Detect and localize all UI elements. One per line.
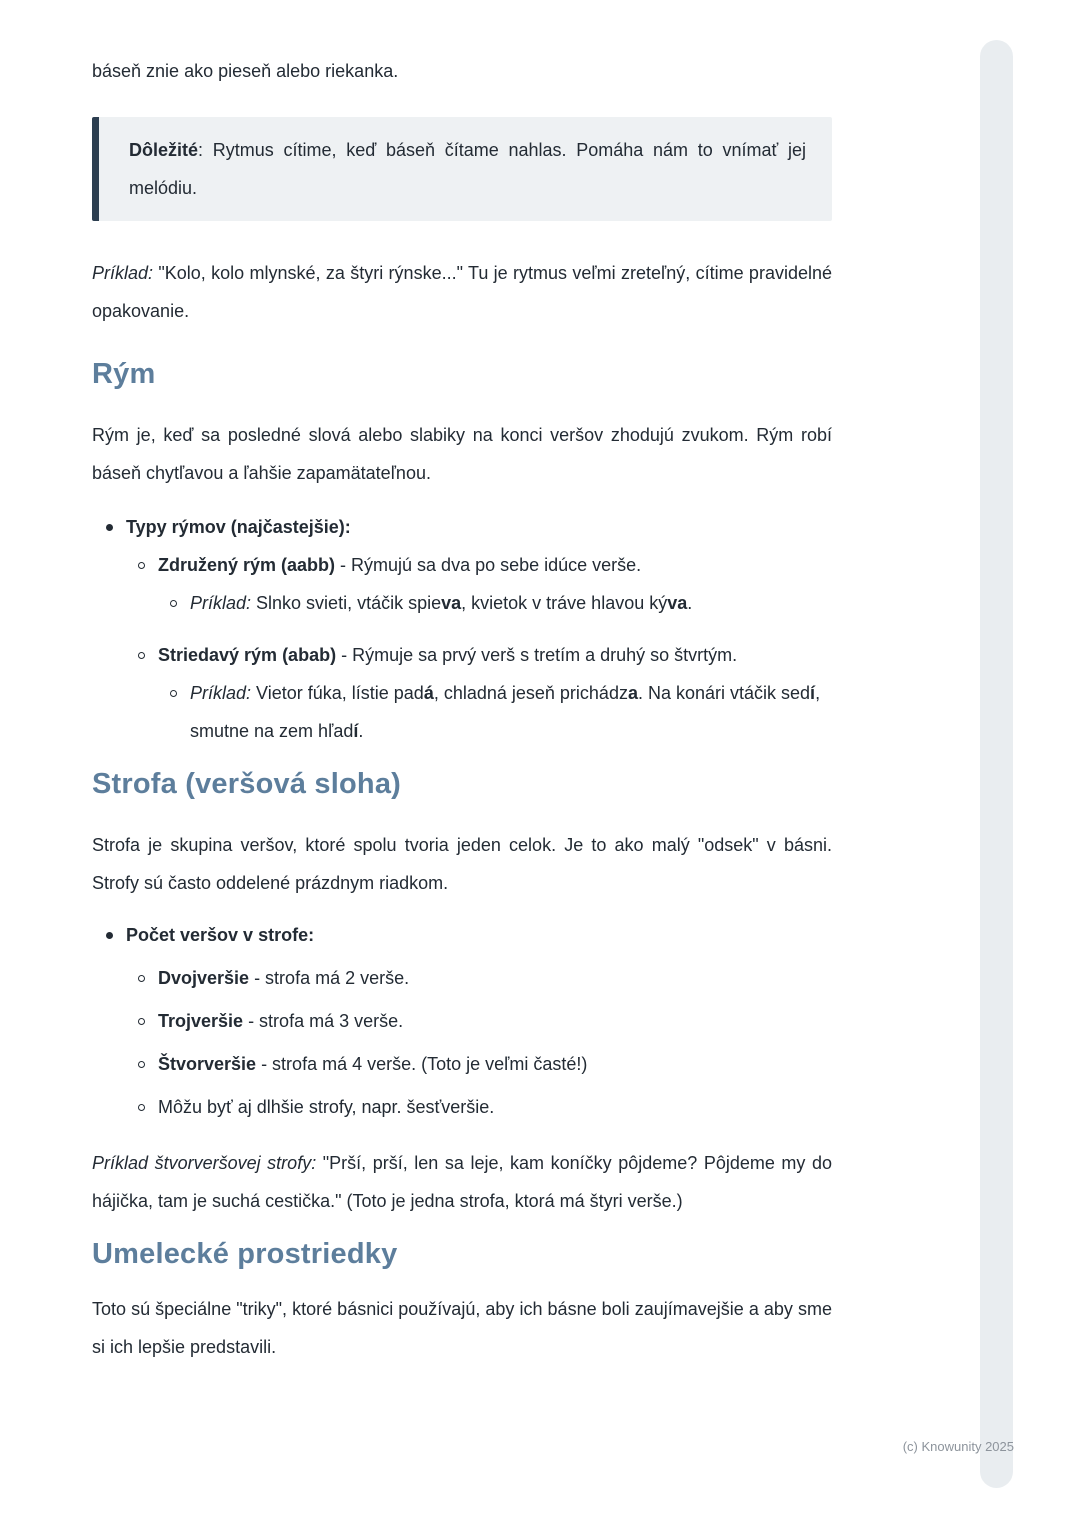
umelecke-intro-paragraph: Toto sú špeciálne "triky", ktoré básnici používajú, aby ich básne boli zaujímavejšie a aby sme si ich lepšie predstavili. bbox=[92, 1299, 832, 1357]
list-item-text: Dvojveršie - strofa má 2 verše. bbox=[158, 968, 410, 988]
strofa-list bbox=[92, 916, 832, 1126]
list-item bbox=[92, 584, 832, 622]
circle-bullet-icon bbox=[170, 600, 177, 607]
list-item bbox=[92, 546, 832, 584]
circle-bullet-icon bbox=[138, 1018, 145, 1025]
rym-intro-paragraph: Rým je, keď sa posledné slová alebo slabiky na konci veršov zhodujú zvukom. Rým robí báseň chytľavou a ľahšie zapamätateľnou. bbox=[92, 425, 832, 483]
circle-bullet-icon bbox=[138, 652, 145, 659]
rym-list bbox=[92, 508, 832, 750]
list-item-text: Striedavý rým (abab) - Rýmuje sa prvý verš s tretím a druhý so štvrtým. bbox=[158, 645, 738, 665]
strofa-intro-paragraph: Strofa je skupina veršov, ktoré spolu tvoria jeden celok. Je to ako malý "odsek" v básni. Strofy sú často oddelené prázdnym riadkom. bbox=[92, 835, 832, 893]
circle-bullet-icon bbox=[138, 562, 145, 569]
list-item bbox=[92, 1002, 832, 1040]
list-item bbox=[92, 1045, 832, 1083]
list-item-text: Príklad: Vietor fúka, lístie padá, chladná jeseň prichádza. Na konári vtáčik sedí, smutne na zem hľadí. bbox=[190, 683, 821, 741]
list-item-text: Trojveršie - strofa má 3 verše. bbox=[158, 1011, 404, 1031]
important-callout bbox=[92, 117, 832, 221]
list-item-text: Typy rýmov (najčastejšie): bbox=[126, 517, 351, 537]
bullet-icon bbox=[106, 932, 113, 939]
rhythm-example-paragraph: Príklad: "Kolo, kolo mlynské, za štyri rýnske..." Tu je rytmus veľmi zreteľný, cítime pravidelné opakovanie. bbox=[92, 263, 832, 321]
callout-text: Dôležité: Rytmus cítime, keď báseň čítame nahlas. Pomáha nám to vnímať jej melódiu. bbox=[129, 140, 806, 198]
circle-bullet-icon bbox=[170, 690, 177, 697]
scrollbar-thumb[interactable] bbox=[980, 40, 1013, 1488]
list-item-text: Príklad: Slnko svieti, vtáčik spieva, kvietok v tráve hlavou kýva. bbox=[190, 593, 693, 613]
section-heading-strofa: Strofa (veršová sloha) bbox=[92, 768, 401, 800]
section-heading-rym: Rým bbox=[92, 358, 156, 390]
list-item-text: Počet veršov v strofe: bbox=[126, 925, 315, 945]
circle-bullet-icon bbox=[138, 1061, 145, 1068]
bullet-icon bbox=[106, 524, 113, 531]
list-item-text: Štvorveršie - strofa má 4 verše. (Toto je veľmi časté!) bbox=[158, 1054, 588, 1074]
list-item-text: Združený rým (aabb) - Rýmujú sa dva po sebe idúce verše. bbox=[158, 555, 642, 575]
section-heading-umelecke: Umelecké prostriedky bbox=[92, 1238, 398, 1270]
list-item bbox=[92, 508, 832, 546]
list-item bbox=[92, 916, 832, 954]
circle-bullet-icon bbox=[138, 975, 145, 982]
list-item bbox=[92, 674, 832, 750]
intro-paragraph: báseň znie ako pieseň alebo riekanka. bbox=[92, 61, 399, 81]
list-item bbox=[92, 1088, 832, 1126]
circle-bullet-icon bbox=[138, 1104, 145, 1111]
list-item bbox=[92, 636, 832, 674]
document-content bbox=[92, 52, 832, 1366]
list-item bbox=[92, 959, 832, 997]
list-item-text: Môžu byť aj dlhšie strofy, napr. šesťveršie. bbox=[158, 1097, 495, 1117]
footer-copyright: (c) Knowunity 2025 bbox=[902, 1439, 1014, 1454]
strofa-example-paragraph: Príklad štvorveršovej strofy: "Prší, prší, len sa leje, kam koníčky pôjdeme? Pôjdeme my do hájička, tam je suchá cestička." (Toto je jedna strofa, ktorá má štyri verše.) bbox=[92, 1153, 833, 1211]
